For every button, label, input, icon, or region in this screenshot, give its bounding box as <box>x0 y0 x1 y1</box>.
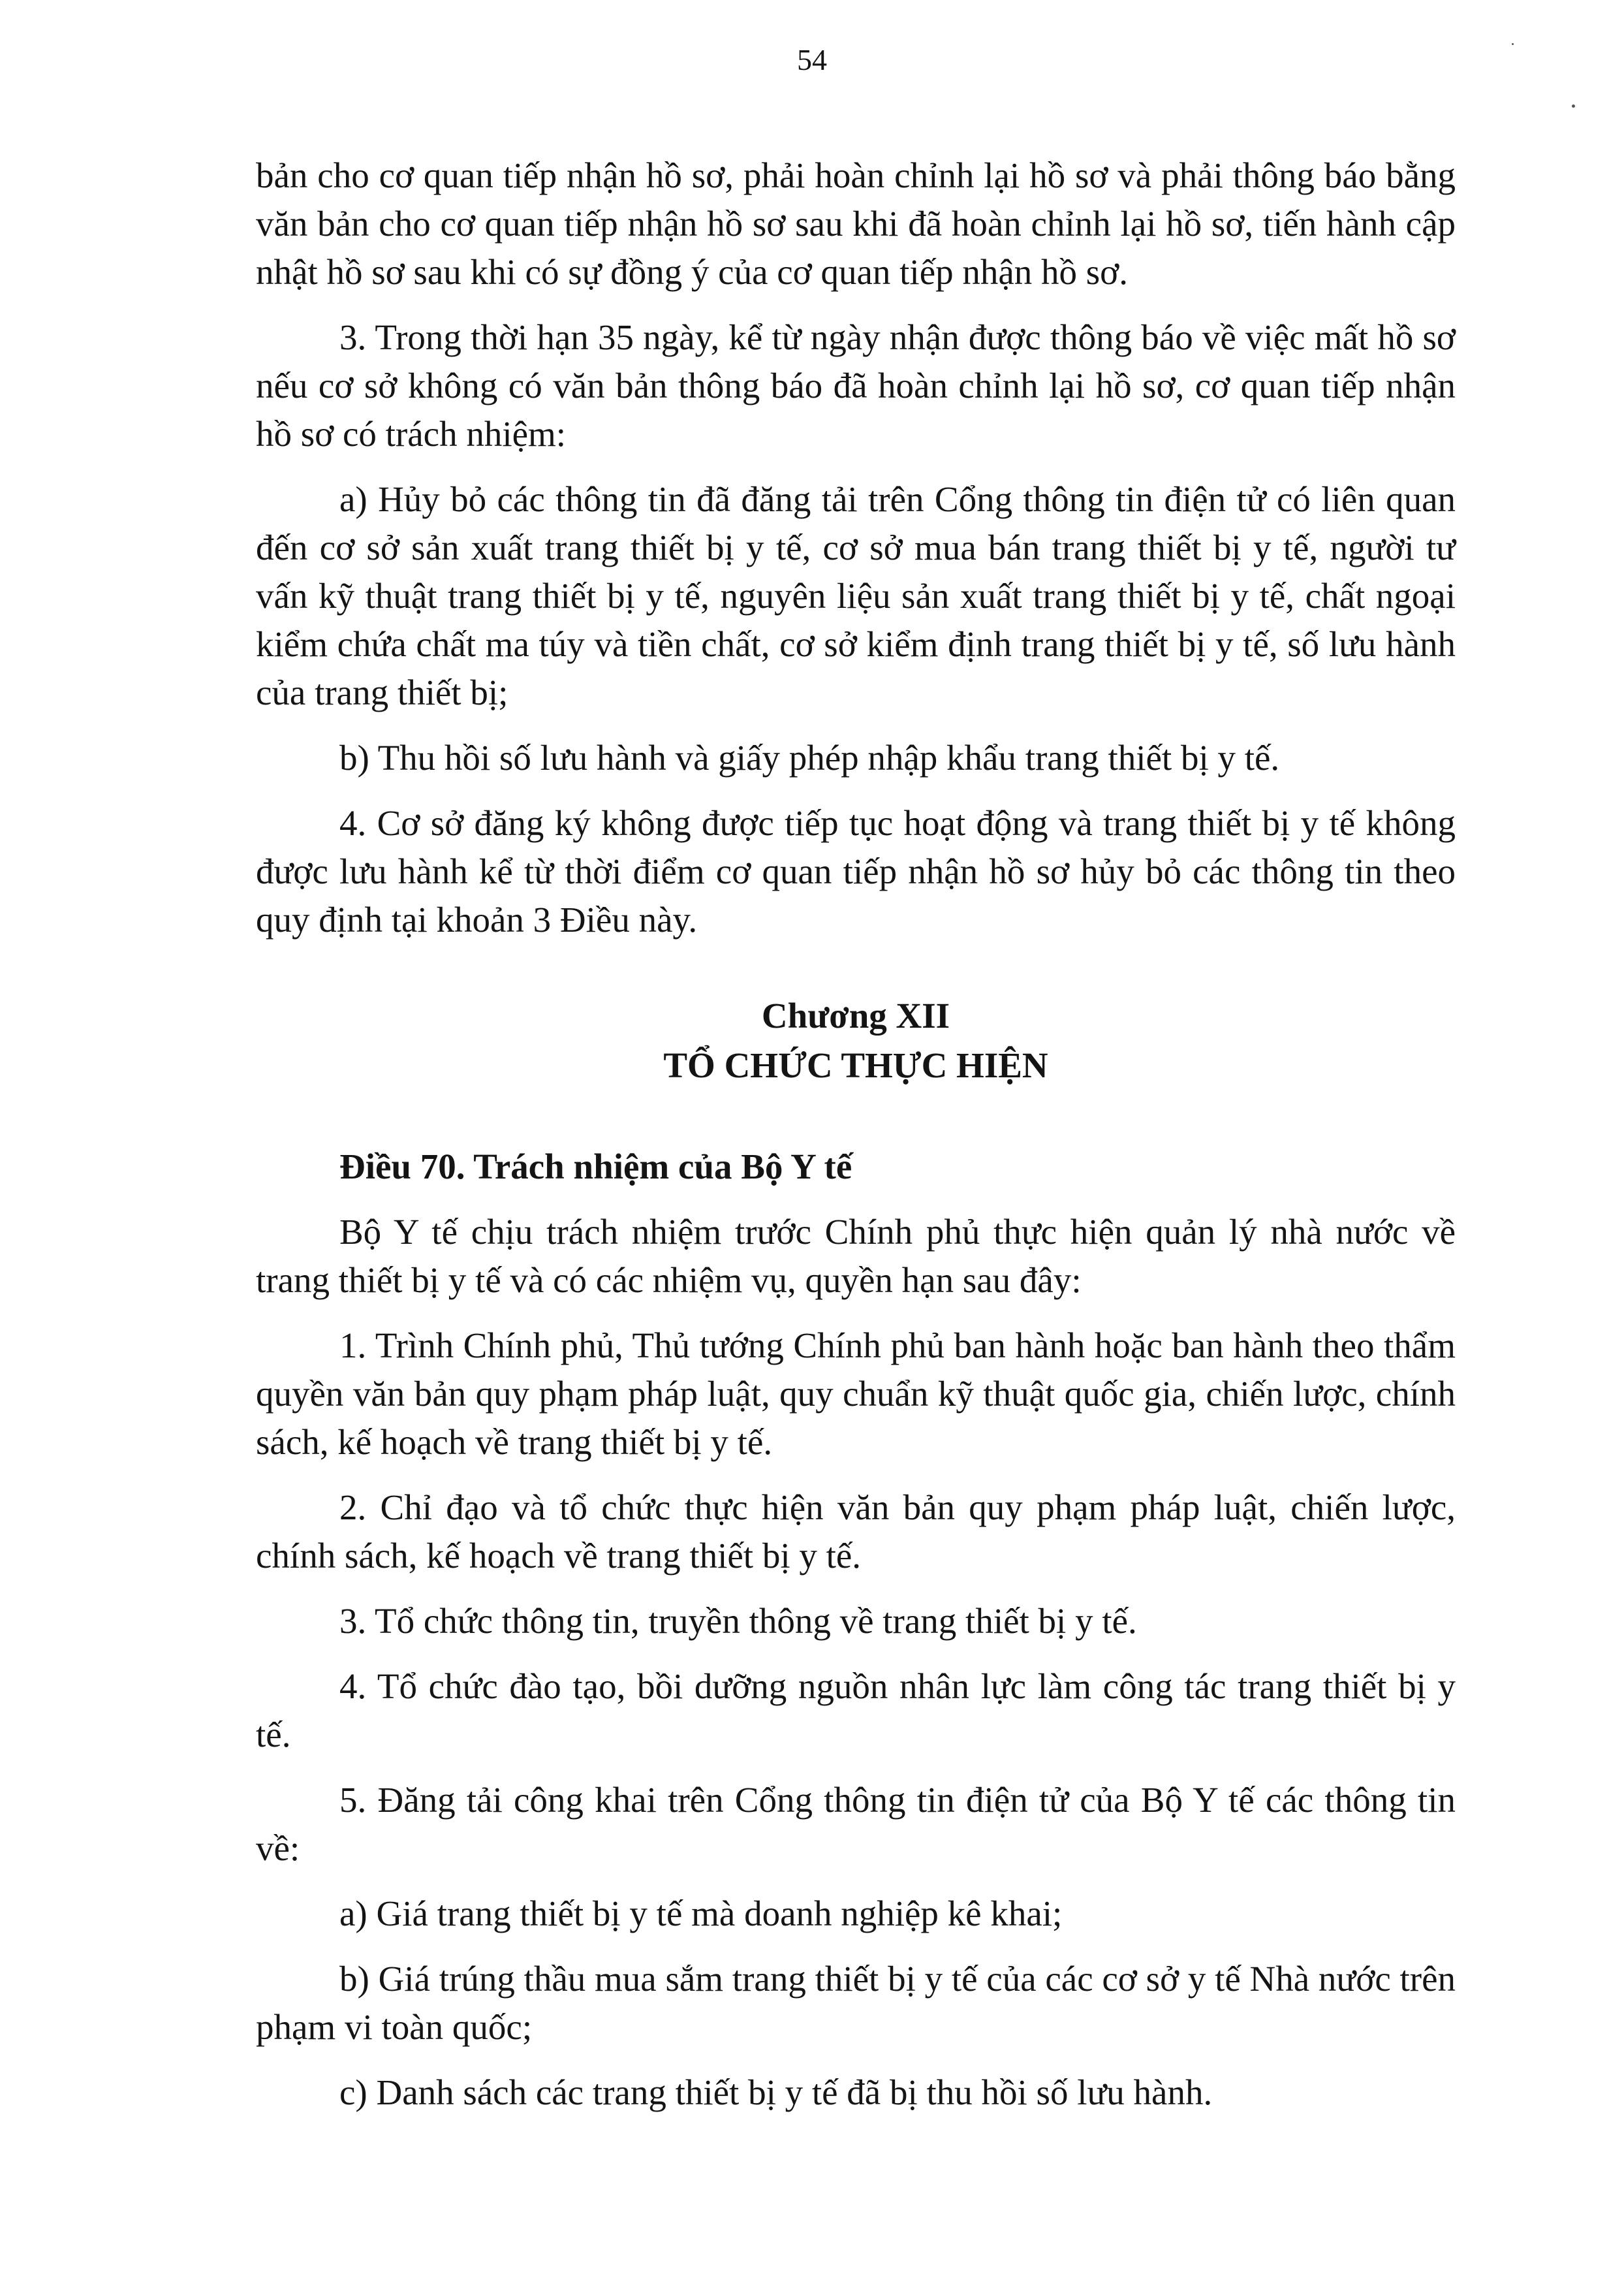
article-item-1: 1. Trình Chính phủ, Thủ tướng Chính phủ ban hành hoặc ban hành theo thẩm quyền văn bản quy phạm pháp luật, quy chuẩn kỹ thuật quốc gia, chiến lược, chính sách, kế hoạch về trang thiết bị y tế. <box>256 1325 1456 1462</box>
paragraph-clause-3: 3. Trong thời hạn 35 ngày, kể từ ngày nhận được thông báo về việc mất hồ sơ nếu cơ sở không có văn bản thông báo đã hoàn chỉnh lại hồ sơ, cơ quan tiếp nhận hồ sơ có trách nhiệm: <box>256 317 1456 454</box>
article-item-5b: b) Giá trúng thầu mua sắm trang thiết bị y tế của các cơ sở y tế Nhà nước trên phạm vi toàn quốc; <box>256 1959 1456 2047</box>
article-title: Điều 70. Trách nhiệm của Bộ Y tế <box>339 1147 852 1186</box>
article-item-5a: a) Giá trang thiết bị y tế mà doanh nghiệp kê khai; <box>339 1893 1063 1933</box>
document-body <box>256 151 1456 2134</box>
chapter-heading <box>256 991 1456 1090</box>
page-number: 54 <box>797 43 827 76</box>
paragraph-continuation: bản cho cơ quan tiếp nhận hồ sơ, phải hoàn chỉnh lại hồ sơ và phải thông báo bằng văn bản cho cơ quan tiếp nhận hồ sơ sau khi đã hoàn chỉnh lại hồ sơ, tiến hành cập nhật hồ sơ sau khi có sự đồng ý của cơ quan tiếp nhận hồ sơ. <box>256 155 1456 292</box>
article-item-3: 3. Tổ chức thông tin, truyền thông về trang thiết bị y tế. <box>339 1601 1137 1641</box>
paragraph-clause-3b: b) Thu hồi số lưu hành và giấy phép nhập khẩu trang thiết bị y tế. <box>339 738 1280 778</box>
article-item-4: 4. Tổ chức đào tạo, bồi dưỡng nguồn nhân lực làm công tác trang thiết bị y tế. <box>256 1666 1456 1754</box>
article-intro: Bộ Y tế chịu trách nhiệm trước Chính phủ thực hiện quản lý nhà nước về trang thiết bị y tế và có các nhiệm vụ, quyền hạn sau đây: <box>256 1212 1456 1300</box>
scan-speck <box>1572 104 1575 108</box>
article-item-5c: c) Danh sách các trang thiết bị y tế đã bị thu hồi số lưu hành. <box>339 2072 1213 2112</box>
chapter-number: Chương XII <box>761 996 950 1036</box>
scan-speck <box>1512 43 1514 45</box>
article-item-2: 2. Chỉ đạo và tổ chức thực hiện văn bản quy phạm pháp luật, chiến lược, chính sách, kế hoạch về trang thiết bị y tế. <box>256 1487 1456 1575</box>
article-item-5: 5. Đăng tải công khai trên Cổng thông tin điện tử của Bộ Y tế các thông tin về: <box>256 1780 1456 1868</box>
paragraph-clause-3a: a) Hủy bỏ các thông tin đã đăng tải trên Cổng thông tin điện tử có liên quan đến cơ sở sản xuất trang thiết bị y tế, cơ sở mua bán trang thiết bị y tế, người tư vấn kỹ thuật trang thiết bị y tế, nguyên liệu sản xuất trang thiết bị y tế, chất ngoại kiểm chứa chất ma túy và tiền chất, cơ sở kiểm định trang thiết bị y tế, số lưu hành của trang thiết bị; <box>256 479 1456 712</box>
paragraph-clause-4: 4. Cơ sở đăng ký không được tiếp tục hoạt động và trang thiết bị y tế không được lưu hành kể từ thời điểm cơ quan tiếp nhận hồ sơ hủy bỏ các thông tin theo quy định tại khoản 3 Điều này. <box>256 803 1456 940</box>
chapter-title: TỔ CHỨC THỰC HIỆN <box>663 1045 1048 1085</box>
